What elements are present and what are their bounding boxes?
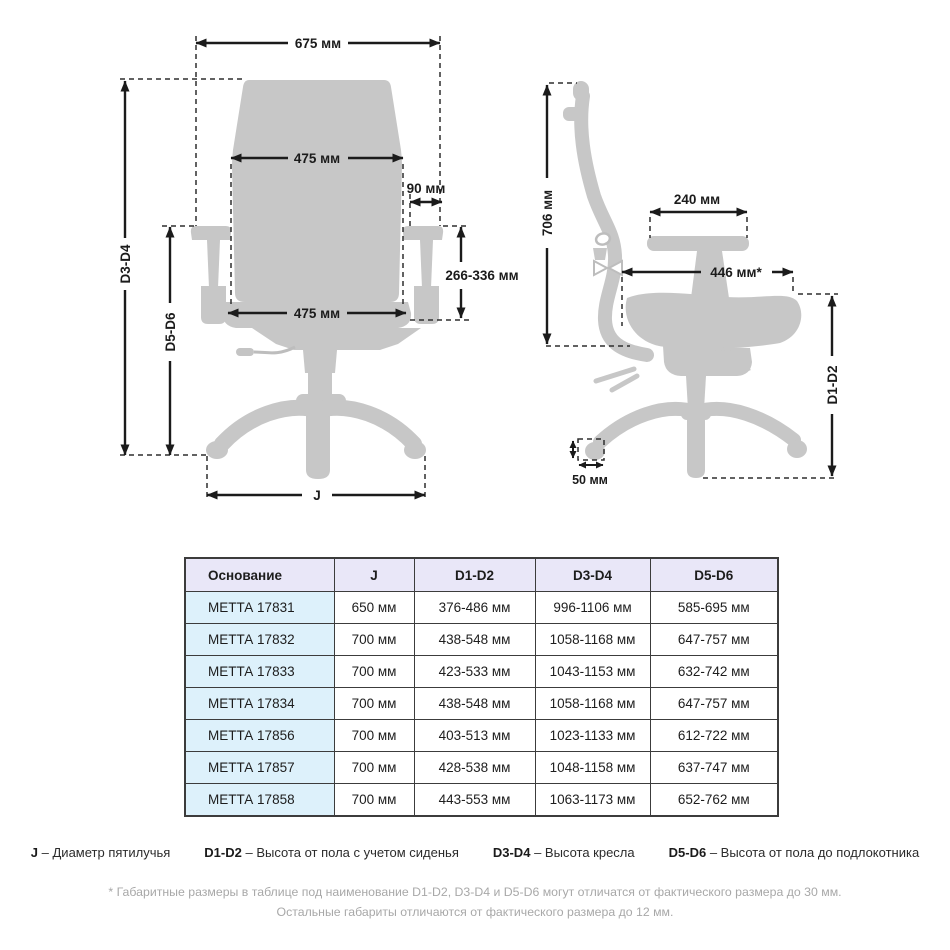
d1d2-label: D1-D2 — [825, 365, 840, 405]
col-header-d3d4: D3-D4 — [535, 558, 650, 592]
legend-key: D3-D4 — [492, 845, 531, 860]
table-row — [185, 752, 778, 784]
base-model-cell: МЕТТА 17834 — [185, 688, 334, 720]
base-model-cell: МЕТТА 17857 — [185, 752, 334, 784]
caster-left-side — [585, 442, 605, 460]
table-row — [185, 624, 778, 656]
legend-desc: – Высота кресла — [534, 845, 635, 860]
caster-right-side — [787, 440, 807, 458]
side-chair-silhouette — [563, 81, 807, 478]
base-model-cell: МЕТТА 17833 — [185, 656, 334, 688]
legend-desc: – Высота от пола до подлокотника — [709, 845, 920, 860]
legend-desc: – Высота от пола с учетом сиденья — [245, 845, 459, 860]
legend-item-d1d2 — [204, 845, 459, 860]
overall-width-label: 675 мм — [294, 36, 342, 51]
table-row — [185, 720, 778, 752]
d3d4-value-cell: 1058-1168 мм — [535, 624, 650, 656]
d3d4-value-cell: 1063-1173 мм — [535, 784, 650, 817]
backrest-front — [232, 80, 402, 302]
front-leg-side — [687, 418, 705, 478]
caster-left-front — [206, 441, 228, 459]
d3d4-value-cell: 1023-1133 мм — [535, 720, 650, 752]
footnote-line-1: * Габаритные размеры в таблице под наименование D1-D2, D3-D4 и D5-D6 могут отличатся от фактического размера до 30 мм. — [108, 885, 842, 899]
caster-size-label: 50 мм — [572, 473, 608, 487]
cable-handle — [236, 348, 254, 356]
d1d2-value-cell: 438-548 мм — [414, 688, 535, 720]
d1d2-value-cell: 403-513 мм — [414, 720, 535, 752]
table-row — [185, 784, 778, 817]
d1d2-value-cell: 428-538 мм — [414, 752, 535, 784]
spine-top-knob — [573, 81, 589, 101]
d3d4-value-cell: 1058-1168 мм — [535, 688, 650, 720]
footnote-line-2: Остальные габариты отличаются от фактического размера до 12 мм. — [276, 905, 674, 919]
d1d2-value-cell: 438-548 мм — [414, 624, 535, 656]
d3d4-value-cell: 1043-1153 мм — [535, 656, 650, 688]
armrest-left-front — [191, 226, 231, 324]
base-model-cell: МЕТТА 17832 — [185, 624, 334, 656]
d5d6-label: D5-D6 — [163, 312, 178, 352]
seat-width-label: 475 мм — [293, 306, 341, 321]
armrest-pad-side — [647, 236, 749, 251]
side-view — [540, 81, 840, 487]
front-view — [118, 36, 519, 503]
lumbar-knob-stem — [593, 248, 607, 260]
col-header-j: J — [334, 558, 414, 592]
spec-table — [184, 557, 779, 817]
legend-key: D1-D2 — [204, 845, 242, 860]
legend-item-d3d4 — [493, 845, 635, 860]
armrest-pad-length-label: 240 мм — [673, 192, 721, 207]
j-value-cell: 650 мм — [334, 592, 414, 624]
footnote — [0, 882, 950, 922]
d5d6-value-cell: 647-757 мм — [650, 624, 778, 656]
d3d4-label: D3-D4 — [118, 244, 133, 284]
d1d2-value-cell: 443-553 мм — [414, 784, 535, 817]
backrest-width-label: 475 мм — [293, 151, 341, 166]
d3d4-value-cell: 996-1106 мм — [535, 592, 650, 624]
legend-key: J — [30, 845, 39, 860]
front-leg-front — [306, 412, 330, 479]
d1d2-value-cell: 376-486 мм — [414, 592, 535, 624]
d1d2-value-cell: 423-533 мм — [414, 656, 535, 688]
legend-desc: – Диаметр пятилучья — [41, 845, 171, 860]
legend-item-d5d6 — [669, 845, 920, 860]
table-row — [185, 656, 778, 688]
j-value-cell: 700 мм — [334, 656, 414, 688]
col-header-base: Основание — [185, 558, 334, 592]
table-row — [185, 688, 778, 720]
armrest-pad-width-label: 90 мм — [406, 181, 446, 196]
d5d6-value-cell: 652-762 мм — [650, 784, 778, 817]
gas-lift-front — [303, 350, 337, 395]
front-chair-silhouette — [191, 80, 443, 479]
legend — [0, 845, 950, 860]
armrest-height-label: 266-336 мм — [445, 268, 519, 283]
backrest-height-label: 706 мм — [540, 189, 555, 237]
col-header-d5d6: D5-D6 — [650, 558, 778, 592]
j-value-cell: 700 мм — [334, 688, 414, 720]
base-model-cell: МЕТТА 17856 — [185, 720, 334, 752]
j-value-cell: 700 мм — [334, 752, 414, 784]
base-model-cell: МЕТТА 17831 — [185, 592, 334, 624]
d5d6-value-cell: 632-742 мм — [650, 656, 778, 688]
base-diameter-label: J — [313, 488, 321, 503]
caster-right-front — [404, 441, 426, 459]
d5d6-value-cell: 647-757 мм — [650, 688, 778, 720]
legend-key: D5-D6 — [668, 845, 707, 860]
d5d6-value-cell: 637-747 мм — [650, 752, 778, 784]
legend-item-j — [31, 845, 171, 860]
d5d6-value-cell: 612-722 мм — [650, 720, 778, 752]
d5d6-value-cell: 585-695 мм — [650, 592, 778, 624]
col-header-d1d2: D1-D2 — [414, 558, 535, 592]
seat-side — [626, 293, 802, 349]
headrest-bracket — [563, 107, 583, 121]
d3d4-value-cell: 1048-1158 мм — [535, 752, 650, 784]
underseat-mechanism-front — [252, 328, 421, 350]
base-model-cell: МЕТТА 17858 — [185, 784, 334, 817]
table-header-row — [185, 558, 778, 592]
seat-depth-label: 446 мм* — [710, 265, 762, 280]
table-row — [185, 592, 778, 624]
j-value-cell: 700 мм — [334, 784, 414, 817]
tilt-levers-left — [596, 369, 637, 390]
j-value-cell: 700 мм — [334, 720, 414, 752]
j-value-cell: 700 мм — [334, 624, 414, 656]
